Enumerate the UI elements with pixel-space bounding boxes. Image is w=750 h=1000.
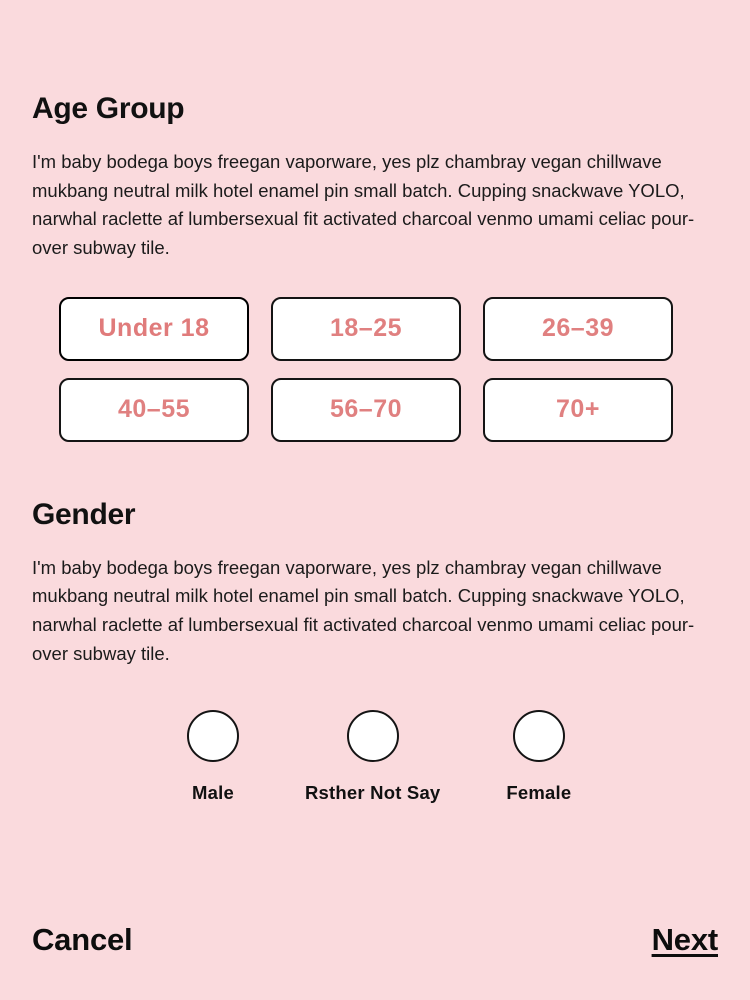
age-option-56-70[interactable] [271, 378, 461, 442]
age-option-under-18[interactable] [59, 297, 249, 361]
age-option-26-39[interactable] [483, 297, 673, 361]
age-group-description: I'm baby bodega boys freegan vaporware, yes plz chambray vegan chillwave mukbang neutral milk hotel enamel pin small batch. Cupping snackwave YOLO, narwhal raclette af lumbersexual fit activated charcoal venmo umami celiac pour-over subway tile. [32, 151, 695, 259]
page-title-gender: Gender [32, 497, 136, 531]
footer-actions [32, 922, 718, 958]
age-option-label: 18–25 [329, 314, 403, 343]
age-option-label: Under 18 [98, 314, 210, 343]
age-option-40-55[interactable] [59, 378, 249, 442]
gender-option-label: Female [506, 782, 572, 804]
age-option-label: 56–70 [329, 395, 403, 424]
gender-option-label: Male [192, 782, 234, 804]
cancel-button[interactable]: Cancel [32, 922, 133, 957]
age-group-options [59, 297, 721, 442]
gender-option-rather-not-say[interactable] [305, 710, 440, 804]
radio-circle-icon[interactable] [347, 710, 399, 762]
radio-circle-icon[interactable] [187, 710, 239, 762]
next-button[interactable]: Next [651, 922, 718, 957]
gender-option-male[interactable] [187, 710, 239, 804]
age-option-label: 26–39 [541, 314, 615, 343]
radio-circle-icon[interactable] [513, 710, 565, 762]
age-option-18-25[interactable] [271, 297, 461, 361]
page-title-age-group: Age Group [32, 92, 185, 125]
age-option-label: 40–55 [117, 395, 191, 424]
gender-option-female[interactable] [506, 710, 571, 804]
age-option-label: 70+ [556, 395, 600, 424]
age-option-70-plus[interactable] [483, 378, 673, 442]
gender-description: I'm baby bodega boys freegan vaporware, yes plz chambray vegan chillwave mukbang neutral milk hotel enamel pin small batch. Cupping snackwave YOLO, narwhal raclette af lumbersexual fit activated charcoal venmo umami celiac pour-over subway tile. [32, 556, 695, 664]
gender-options [32, 710, 718, 804]
gender-option-label: Rsther Not Say [305, 782, 441, 804]
